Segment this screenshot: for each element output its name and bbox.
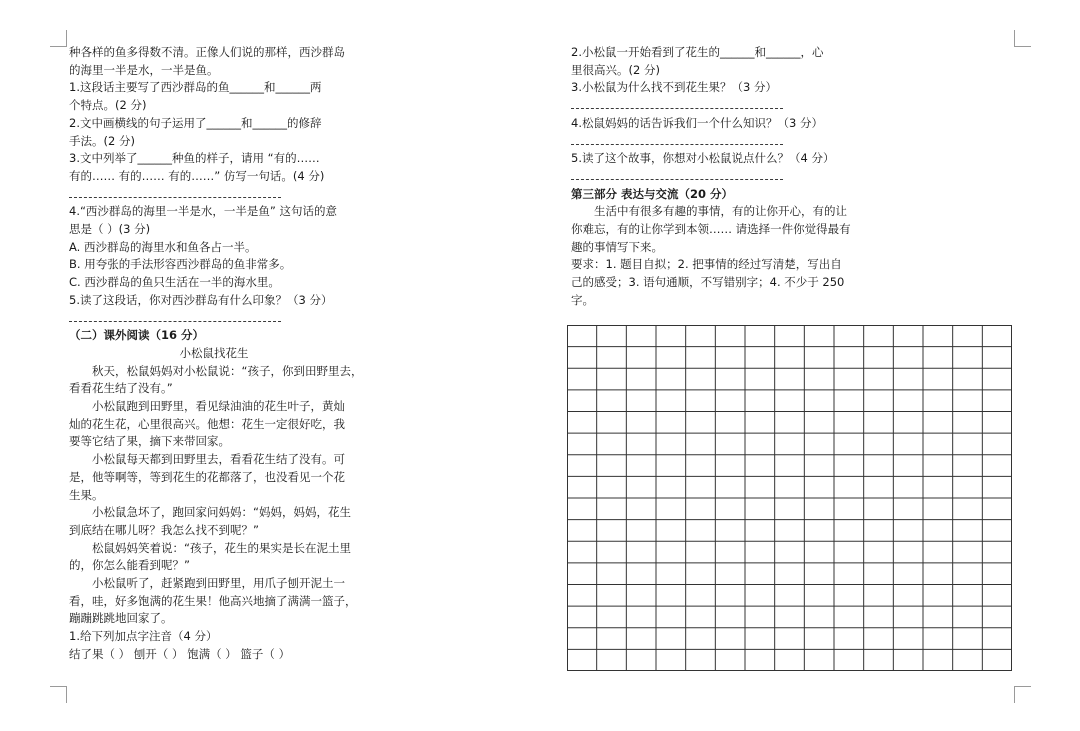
page-corner-mark-top-left: [50, 30, 67, 47]
answer-blank[interactable]: [69, 310, 359, 328]
question-1: 1.这段话主要写了西沙群岛的鱼______和______两: [69, 80, 322, 95]
text-line: 种各样的鱼多得数不清。正像人们说的那样，西沙群岛: [69, 45, 345, 59]
question-2-cont: 里很高兴。(2 分): [571, 62, 660, 77]
answer-blank[interactable]: [571, 97, 871, 115]
paragraph-line: 小松鼠跑到田野里，看见绿油油的花生叶子，黄灿: [92, 399, 345, 414]
right-column: [571, 44, 871, 310]
question-1-cont: 个特点。(2 分): [69, 98, 147, 113]
question-2: 2.小松鼠一开始看到了花生的______和______，心: [571, 45, 824, 59]
paragraph-line: 小松鼠听了，赶紧跑到田野里，用爪子刨开泥土一: [92, 576, 345, 591]
question-5: 5.读了这段话，你对西沙群岛有什么印象？（3 分）: [69, 292, 333, 307]
page-corner-mark-bottom-right: [1014, 686, 1031, 703]
paragraph-line: 要等它结了果，摘下来带回家。: [69, 434, 230, 449]
paragraph-line: 小松鼠每天都到田野里去，看看花生结了没有。可: [92, 452, 345, 467]
story-title: 小松鼠找花生: [179, 345, 249, 360]
answer-blank[interactable]: [571, 133, 871, 151]
option-a: A. 西沙群岛的海里水和鱼各占一半。: [69, 239, 257, 254]
paragraph-line: 到底结在哪儿呀？我怎么找不到呢？”: [69, 522, 259, 537]
requirements-line: 要求：1. 题目自拟；2. 把事情的经过写清楚，写出自: [571, 257, 842, 272]
requirements-line: 字。: [571, 292, 594, 307]
paragraph-line: 的，你怎么能看到呢？”: [69, 558, 190, 573]
paragraph-line: 趣的事情写下来。: [571, 239, 663, 254]
option-c: C. 西沙群岛的鱼只生活在一半的海水里。: [69, 275, 280, 290]
pinyin-items: 结了果（ ） 刨开（ ） 饱满（ ） 篮子（ ）: [69, 646, 291, 661]
paragraph-line: 松鼠妈妈笑着说：“孩子，花生的果实是长在泥土里: [92, 540, 351, 555]
paragraph-line: 是，他等啊等，等到花生的花都落了，也没看见一个花: [69, 469, 345, 484]
question-3-cont: 有的…… 有的…… 有的……” 仿写一句话。(4 分): [69, 168, 325, 183]
question-2-cont: 手法。(2 分): [69, 133, 135, 148]
paragraph-line: 生果。: [69, 487, 104, 502]
page-corner-mark-bottom-left: [50, 686, 67, 703]
paragraph-line: 蹦蹦跳跳地回家了。: [69, 611, 173, 626]
section-heading: （二）课外阅读（16 分）: [69, 328, 205, 343]
paragraph-line: 看，哇，好多饱满的花生果！他高兴地摘了满满一篮子，: [69, 593, 357, 608]
question-4: 4.“西沙群岛的海里一半是水，一半是鱼” 这句话的意: [69, 204, 338, 219]
paragraph-line: 小松鼠急坏了，跑回家问妈妈：“妈妈，妈妈，花生: [92, 505, 351, 520]
option-b: B. 用夸张的手法形容西沙群岛的鱼非常多。: [69, 257, 292, 272]
question-4: 4.松鼠妈妈的话告诉我们一个什么知识？（3 分）: [571, 115, 823, 130]
section-heading: 第三部分 表达与交流（20 分）: [571, 186, 734, 201]
left-column: [69, 44, 363, 664]
paragraph-line: 秋天，松鼠妈妈对小松鼠说：“孩子，你到田野里去，: [92, 363, 363, 378]
question-5: 5.读了这个故事，你想对小松鼠说点什么？（4 分）: [571, 151, 835, 166]
paragraph-line: 生活中有很多有趣的事情，有的让你开心，有的让: [594, 204, 847, 219]
paragraph-line: 你难忘，有的让你学到本领…… 请选择一件你觉得最有: [571, 221, 851, 236]
question-2: 2.文中画横线的句子运用了______和______的修辞: [69, 115, 322, 130]
answer-blank[interactable]: [571, 168, 871, 186]
question-3: 3.文中列举了______种鱼的样子，请用 “有的……: [69, 151, 320, 166]
requirements-line: 己的感受；3. 语句通顺，不写错别字；4. 不少于 250: [571, 275, 845, 290]
question-1: 1.给下列加点字注音（4 分）: [69, 629, 218, 644]
writing-grid[interactable]: [567, 325, 1012, 671]
text-line: 的海里一半是水，一半是鱼。: [69, 62, 219, 77]
paragraph-line: 看看花生结了没有。”: [69, 381, 173, 396]
question-4-cont: 思是（ ）(3 分): [69, 222, 151, 237]
paragraph-line: 灿的花生花，心里很高兴。他想：花生一定很好吃，我: [69, 416, 345, 431]
page-corner-mark-top-right: [1014, 30, 1031, 47]
question-3: 3.小松鼠为什么找不到花生果？（3 分）: [571, 80, 777, 95]
answer-blank[interactable]: [69, 186, 359, 204]
